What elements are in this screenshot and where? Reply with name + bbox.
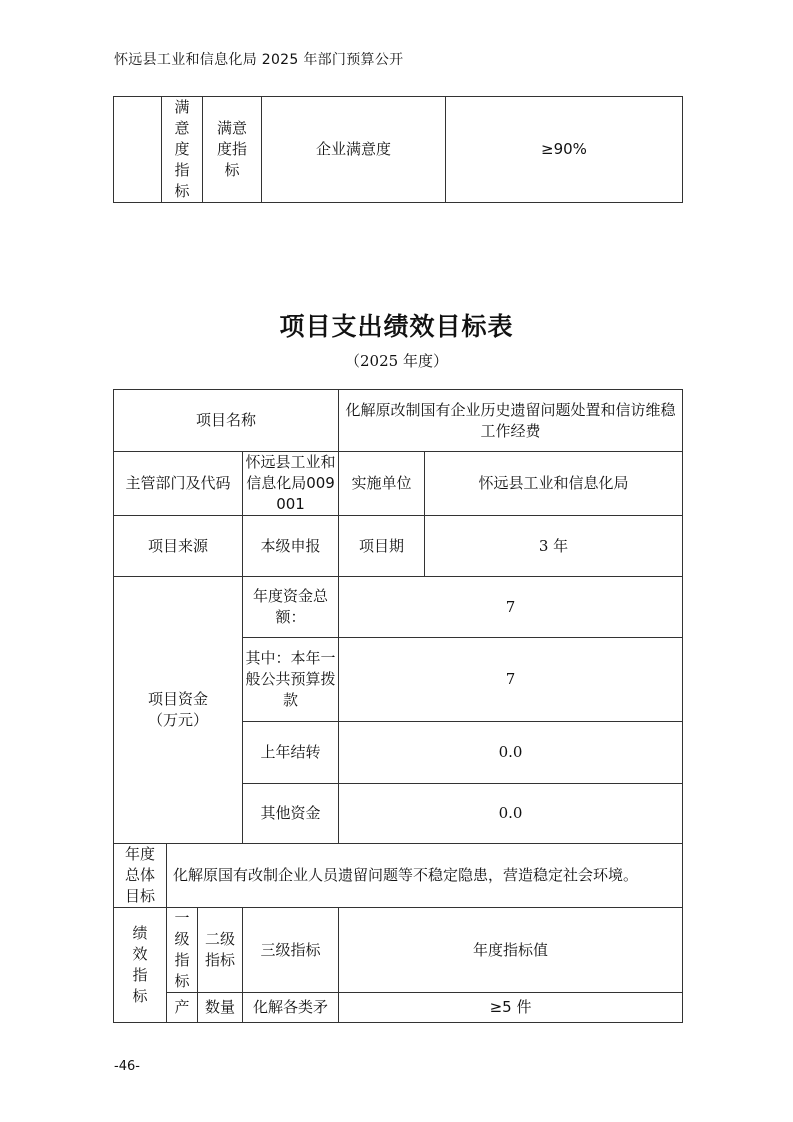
first-level-cell: 满意度指标 — [162, 97, 203, 203]
perf-label: 绩效指标 — [114, 908, 167, 1023]
table-row — [114, 516, 683, 577]
project-name-value: 化解原改制国有企业历史遗留问题处置和信访维稳工作经费 — [339, 390, 683, 452]
dept-value: 怀远县工业和信息化局009001 — [243, 452, 339, 516]
level1-label: 一级指标 — [167, 908, 198, 993]
third-level-cell: 企业满意度 — [262, 97, 446, 203]
table-row — [114, 452, 683, 516]
funds-label: 项目资金（万元） — [114, 577, 243, 844]
row-level2: 数量 — [198, 993, 243, 1023]
source-label: 项目来源 — [114, 516, 243, 577]
second-level-cell: 满意度指标 — [203, 97, 262, 203]
table-row — [114, 908, 683, 993]
row-value: ≥5 件 — [339, 993, 683, 1023]
period-label: 项目期 — [339, 516, 425, 577]
period-value: 3 年 — [425, 516, 683, 577]
dept-label: 主管部门及代码 — [114, 452, 243, 516]
project-name-label: 项目名称 — [114, 390, 339, 452]
top-indicator-table — [113, 96, 683, 203]
page-title: 项目支出绩效目标表 — [279, 312, 514, 341]
level2-label: 二级指标 — [198, 908, 243, 993]
annual-total-label: 年度资金总额： — [243, 577, 339, 638]
empty-cell — [114, 97, 162, 203]
row-level3: 化解各类矛 — [243, 993, 339, 1023]
performance-table — [113, 389, 683, 1023]
table-row — [114, 844, 683, 908]
carryover-value: 0.0 — [339, 722, 683, 784]
table-row — [114, 97, 683, 203]
table-row — [114, 577, 683, 638]
general-budget-label: 其中：本年一般公共预算拨款 — [243, 638, 339, 722]
annual-value-label: 年度指标值 — [339, 908, 683, 993]
source-value: 本级申报 — [243, 516, 339, 577]
row-level1: 产 — [167, 993, 198, 1023]
other-label: 其他资金 — [243, 784, 339, 844]
other-value: 0.0 — [339, 784, 683, 844]
impl-value: 怀远县工业和信息化局 — [425, 452, 683, 516]
goal-value: 化解原国有改制企业人员遗留问题等不稳定隐患，营造稳定社会环境。 — [167, 844, 683, 908]
impl-label: 实施单位 — [339, 452, 425, 516]
table-row — [114, 993, 683, 1023]
page-number: -46- — [114, 1059, 140, 1074]
page-header: 怀远县工业和信息化局 2025 年部门预算公开 — [114, 52, 404, 68]
value-cell: ≥90% — [446, 97, 683, 203]
annual-total-value: 7 — [339, 577, 683, 638]
goal-label: 年度总体目标 — [114, 844, 167, 908]
table-row — [114, 390, 683, 452]
general-budget-value: 7 — [339, 638, 683, 722]
carryover-label: 上年结转 — [243, 722, 339, 784]
level3-label: 三级指标 — [243, 908, 339, 993]
page-subtitle: （2025 年度） — [345, 352, 448, 370]
